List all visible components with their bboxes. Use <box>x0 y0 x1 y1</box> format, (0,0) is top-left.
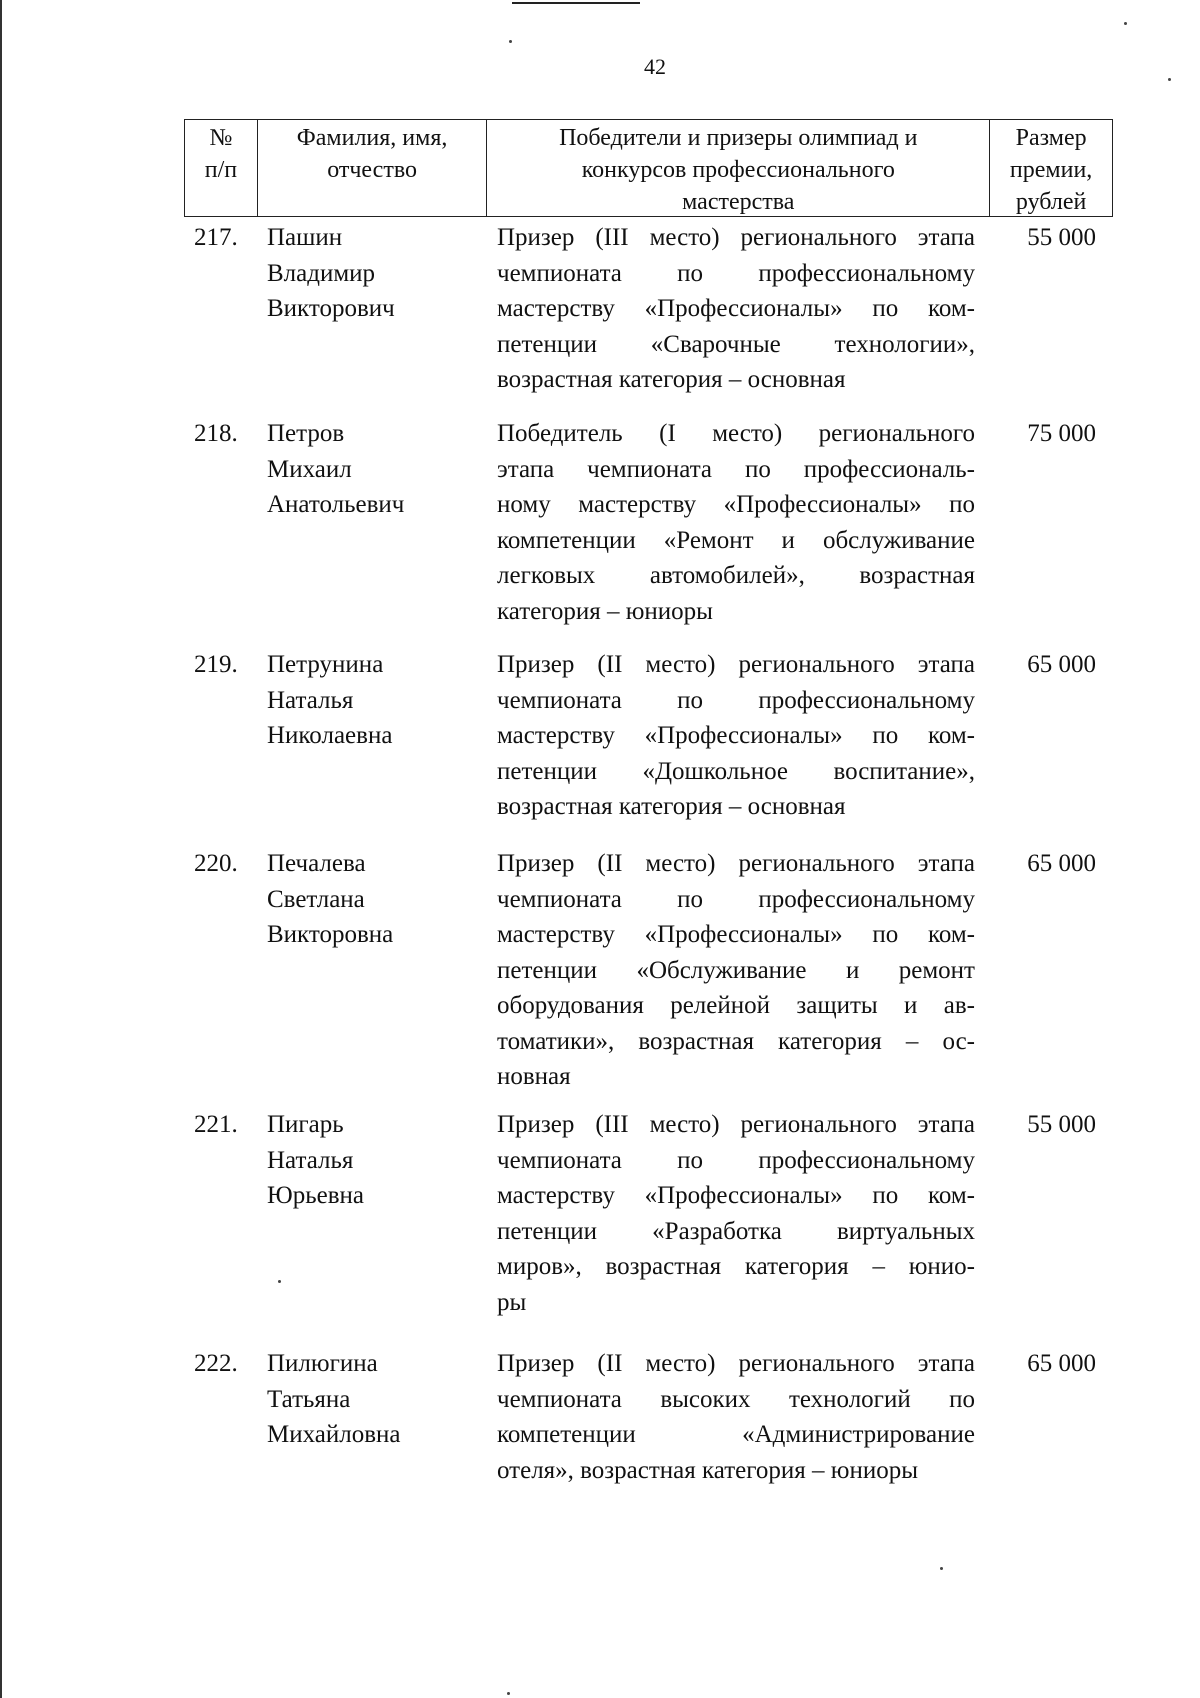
description-line: отеля», возрастная категория – юниоры <box>497 1456 918 1484</box>
row-number: 221. <box>194 1111 238 1138</box>
name-line: Наталья <box>267 686 354 714</box>
description-line: оборудования релейной защиты и ав- <box>497 992 975 1019</box>
scan-speck <box>509 40 512 43</box>
row-amount: 65 000 <box>1027 850 1096 877</box>
header-description <box>487 120 990 216</box>
description-line: петенции «Сварочные технологии», <box>497 330 975 358</box>
description-line: этапа чемпионата по профессиональ- <box>497 455 975 483</box>
row-number: 217. <box>194 224 238 251</box>
description-line: Призер (III место) регионального этапа <box>497 224 975 251</box>
row-name <box>267 1107 477 1214</box>
row-amount: 55 000 <box>1027 1111 1096 1138</box>
name-line: Татьяна <box>267 1385 351 1413</box>
header-line: отчество <box>327 157 417 183</box>
description-line: мастерству «Профессионалы» по ком- <box>497 295 975 322</box>
description-line: чемпионата по профессиональному <box>497 259 975 287</box>
description-line: компетенции «Администрирование <box>497 1421 975 1448</box>
description-line: категория – юниоры <box>497 597 713 625</box>
description-line: Призер (II место) регионального этапа <box>497 651 975 678</box>
name-line: Печалева <box>267 850 366 877</box>
header-line: конкурсов профессионального <box>581 157 895 183</box>
description-line: мастерству «Профессионалы» по ком- <box>497 921 975 948</box>
scan-top-line <box>512 2 640 4</box>
header-line: п/п <box>204 157 238 183</box>
name-line: Наталья <box>267 1146 354 1174</box>
row-amount: 65 000 <box>1027 1350 1096 1377</box>
header-line: мастерства <box>682 189 795 215</box>
row-description <box>497 220 975 398</box>
description-line: петенции «Дошкольное воспитание», <box>497 757 975 785</box>
scan-left-edge <box>0 0 2 1698</box>
description-line: петенции «Разработка виртуальных <box>497 1217 975 1245</box>
description-line: возрастная категория – основная <box>497 366 846 393</box>
table-header <box>184 119 1113 217</box>
scan-speck <box>940 1567 943 1570</box>
header-line: Победители и призеры олимпиад и <box>559 125 918 151</box>
description-line: мастерству «Профессионалы» по ком- <box>497 722 975 749</box>
description-line: Призер (III место) регионального этапа <box>497 1111 975 1138</box>
description-line: чемпионата по профессиональному <box>497 686 975 714</box>
row-description <box>497 1346 975 1488</box>
name-line: Анатольевич <box>267 491 405 518</box>
name-line: Владимир <box>267 259 376 287</box>
header-line: Фамилия, имя, <box>296 125 448 151</box>
row-number: 220. <box>194 850 238 877</box>
row-description <box>497 1107 975 1320</box>
name-line: Пашин <box>267 224 343 251</box>
header-line: Размер <box>1015 125 1087 151</box>
header-line: премии, <box>1009 157 1093 183</box>
name-line: Михайловна <box>267 1421 401 1448</box>
row-number: 222. <box>194 1350 238 1377</box>
row-name <box>267 416 477 523</box>
row-name <box>267 647 477 754</box>
scan-speck <box>507 1692 510 1695</box>
header-number <box>185 120 258 216</box>
name-line: Николаевна <box>267 722 393 749</box>
description-line: мастерству «Профессионалы» по ком- <box>497 1182 975 1209</box>
row-amount: 55 000 <box>1027 224 1096 251</box>
description-line: ному мастерству «Профессионалы» по <box>497 491 975 518</box>
description-line: новная <box>497 1063 571 1090</box>
description-line: петенции «Обслуживание и ремонт <box>497 956 975 984</box>
name-line: Пилюгина <box>267 1350 378 1377</box>
row-name <box>267 220 477 327</box>
header-line: рублей <box>1015 189 1087 215</box>
name-line: Юрьевна <box>267 1182 364 1209</box>
page-number: 42 <box>644 54 666 79</box>
description-line: миров», возрастная категория – юнио- <box>497 1253 975 1280</box>
description-line: томатики», возрастная категория – ос- <box>497 1027 975 1055</box>
name-line: Петров <box>267 420 345 447</box>
row-name <box>267 846 477 953</box>
description-line: чемпионата по профессиональному <box>497 885 975 913</box>
row-name <box>267 1346 477 1453</box>
description-line: возрастная категория – основная <box>497 793 846 820</box>
name-line: Светлана <box>267 885 365 913</box>
description-line: компетенции «Ремонт и обслуживание <box>497 526 975 554</box>
description-line: легковых автомобилей», возрастная <box>497 562 975 589</box>
name-line: Пигарь <box>267 1111 344 1138</box>
name-line: Викторовна <box>267 921 394 948</box>
name-line: Викторович <box>267 295 395 322</box>
description-line: ры <box>497 1288 527 1316</box>
name-line: Михаил <box>267 455 352 483</box>
description-line: Призер (II место) регионального этапа <box>497 850 975 877</box>
row-amount: 75 000 <box>1027 420 1096 447</box>
scan-speck <box>1124 22 1127 25</box>
description-line: чемпионата высоких технологий по <box>497 1385 975 1413</box>
row-number: 219. <box>194 651 238 678</box>
row-description <box>497 647 975 825</box>
name-line: Петрунина <box>267 651 384 678</box>
row-description <box>497 846 975 1095</box>
header-amount <box>990 120 1112 216</box>
description-line: чемпионата по профессиональному <box>497 1146 975 1174</box>
row-amount: 65 000 <box>1027 651 1096 678</box>
row-description <box>497 416 975 629</box>
row-number: 218. <box>194 420 238 447</box>
description-line: Призер (II место) регионального этапа <box>497 1350 975 1377</box>
description-line: Победитель (I место) регионального <box>497 420 975 447</box>
scan-speck <box>278 1280 281 1283</box>
header-name <box>258 120 488 216</box>
header-line: № <box>209 125 233 151</box>
